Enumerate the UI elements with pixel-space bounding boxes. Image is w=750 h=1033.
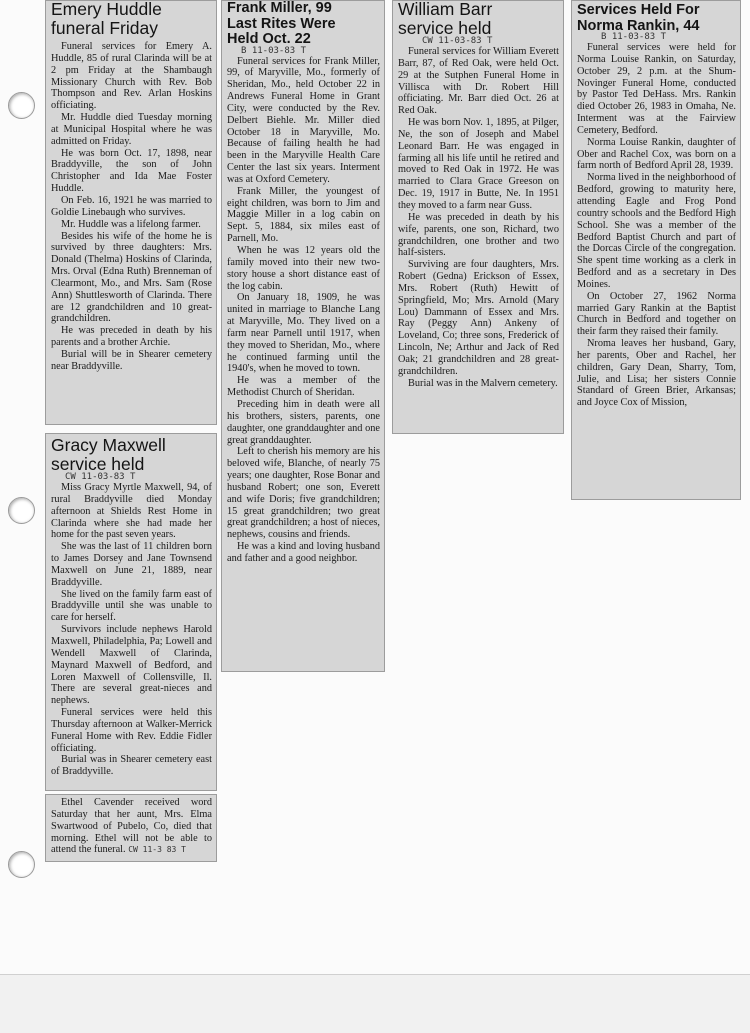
paragraph: He was born Oct. 17, 1898, near Braddyville, the son of John Christopher and Ida Mae Foster Huddle. [51,147,212,195]
paragraph: On January 18, 1909, he was united in marriage to Blanche Lang at Maryville, Mo. They lived on a farm near Parnell until 1917, when they moved to Sheridan, Mo., where he continued farming until the 1940's, when he moved to town. [227,292,380,375]
clipping-emery-huddle [45,0,217,425]
article-body [577,42,736,409]
article-body [51,41,212,373]
paragraph: She was the last of 11 children born to James Dorsey and Jane Townsend Maxwell on June 21, 1889, near Braddyville. [51,541,212,588]
article-body [51,482,212,778]
headline-line: Services Held For [577,2,700,18]
headline-line: William Barr [398,0,493,19]
handwritten-date: CW 11-3 83 T [128,845,186,855]
paragraph: Survivors include nephews Harold Maxwell, Philadelphia, Pa; Lowell and Wendell Maxwell of Clarinda, Maynard Maxwell of Bedford, and Loren Maxwell of Collensville, Il. There are several great-nieces and nephews. [51,624,212,707]
article-body [51,797,212,856]
paragraph: On October 27, 1962 Norma married Gary Rankin at the Baptist Church in Bedford and together on their farm they raised their family. [577,290,736,338]
paragraph: She lived on the family farm east of Braddyville until she was unable to care for herself. [51,588,212,624]
headline-line: service held [398,18,492,38]
paragraph [51,797,212,856]
headline-line: Held Oct. 22 [227,31,311,47]
headline-line: Emery Huddle [51,0,162,19]
paragraph: Miss Gracy Myrtle Maxwell, 94, of rural Braddyville died Monday afternoon at Shields Rest Home in Clarinda where she had made her home for the past seven years. [51,482,212,541]
headline-line: Gracy Maxwell [51,435,166,455]
paragraph: Mr. Huddle was a lifelong farmer. [61,218,201,230]
paragraph: He was born Nov. 1, 1895, at Pilger, Ne, the son of Joseph and Mabel Leonard Barr. He was engaged in farming all his life until he retired and moved to Red Oak in 1972. He was married to Clara Grace Greeson on Dec. 19, 1917 in Butte, Ne. In 1951 they moved to a farm near Guss. [398,117,559,211]
binder-hole-bottom [8,851,35,878]
headline [227,1,380,48]
paragraph: Besides his wife of the home he is survived by three daughters: Mrs. Donald (Thelma) Hoskins of Clarinda, Mrs. Orval (Edna Ruth) Brenneman of Clearmont, Mo., and Mrs. Sam (Rose Ann) Shuttlesworth of Clarinda. There are 12 grandchildren and 10 great-grandchildren. [51,230,212,325]
headline-line: Norma Rankin, 44 [577,17,700,34]
clipping-ethel-cavender [45,794,217,862]
article-body [227,56,380,565]
paragraph: Mr. Huddle died Tuesday morning at Municipal Hospital where he was admitted on Friday. [51,112,212,147]
handwritten-date: CW 11-03-83 T [422,36,493,46]
headline [51,0,212,38]
binder-hole-top [8,92,35,119]
headline [51,436,212,474]
headline-line: Last Rites Were [227,15,336,32]
clipping-norma-rankin [571,0,741,500]
handwritten-date: B 11-03-83 T [601,32,667,42]
binder-hole-middle [8,497,35,524]
paragraph: Left to cherish his memory are his beloved wife, Blanche, of nearly 75 years; one daughter, Rose Bonar and husband Robert; one son, Everett and wife Doris; five grandchildren; 15 great grandchildren; two great great grandchildren; a host of nieces, nephews, cousins and friends. [227,446,380,541]
clipping-gracy-maxwell [45,433,217,791]
paragraph: He was preceded in death by his wife, parents, one son, Richard, two grandchildren, one brother and two half-sisters. [398,211,559,259]
paragraph: Funeral services were held for Norma Louise Rankin, on Saturday, October 29, 2 p.m. at the Shum-Novinger Funeral Home, conducted by Pastor Ted DeHass. Mrs. Rankin died October 26, 1983 in Omaha, Ne. Interment was at the Fairview Cemetery, Bedford. [577,42,736,136]
paragraph: When he was 12 years old the family moved into their new two-story house a short distance east of the log cabin. [227,245,380,292]
paragraph: Funeral services for Emery A. Huddle, 85 of rural Clarinda will be at 2 pm Friday at the Shambaugh Missionary Church with Rev. Bob Thompson and Rev. Arlan Hoskins officiating. [51,41,212,112]
paragraph: Preceding him in death were all his brothers, sisters, parents, one daughter, one granddaughter and one great granddaughter. [227,398,380,446]
headline-line: service held [51,454,145,474]
paragraph: Funeral services for William Everett Barr, 87, of Red Oak, were held Oct. 29 at the Sutphen Funeral Home in Villisca with Dr. Robert Hill officiating. Mr. Barr died Oct. 26 at Red Oak. [398,46,559,117]
headline-line: funeral Friday [51,18,158,38]
paragraph: Norma lived in the neighborhood of Bedford, growing to maturity here, attending Eagle and Frog Pond country schools and the Bedford High School. She was a member of the Bedford Baptist Church and part of the Dorcas Circle of the congregation. She spent time working as a clerk in Bedford and as a secretary in Des Moines. [577,172,736,290]
paragraph: Funeral services were held this Thursday afternoon at Walker-Merrick Funeral Home with Rev. Eddie Fidler officiating. [51,707,212,754]
paragraph: Frank Miller, the youngest of eight children, was born to Jim and Maggie Miller in a log cabin on Sept. 5, 1884, six miles east of Parnell, Mo. [227,185,380,245]
scan-background [0,975,750,1033]
clipping-william-barr [392,0,564,434]
article-body [398,46,559,389]
headline [577,3,736,34]
paragraph: Nroma leaves her husband, Gary, her parents, Ober and Rachel, her children, Gary Dean, Sharry, Tom, Julie, and Lisa; her sisters Connie Standard of Green Brier, Arkansas; and Joyce Cox of Mission, [577,338,736,409]
headline-line: Frank Miller, 99 [227,0,332,16]
paragraph: Burial will be in Shearer cemetery near Braddyville. [51,348,212,372]
paragraph: He was a kind and loving husband and father and a good neighbor. [227,541,380,564]
paragraph: Burial was in Shearer cemetery east of Braddyville. [51,754,212,778]
paragraph: Surviving are four daughters, Mrs. Robert (Gedna) Erickson of Essex, Mrs. Robert (Ruth) Hewitt of Springfield, Mo; Mrs. Arnold (Mary Lou) Dammann of Essex and Mrs. Ray (Peggy Ann) Ankeny of Loveland, Co; three sons, Frederick of Lincoln, Ne; Arthur and Jack of Red Oak; 21 grandchildren and 28 great-grandchildren. [398,259,559,377]
paragraph: Funeral services for Frank Miller, 99, of Maryville, Mo., formerly of Sheridan, Mo., held October 22 in Andrews Funeral Home in Grant City, were conducted by the Rev. Delbert Biehle. Mr. Miller died October 18 in Maryville, Mo. Because of failing health he had been in the Maryville Health Care Center the last six years. Interment was at Oxford Cemetery. [227,55,380,185]
paragraph: Burial was in the Malvern cemetery. [408,377,558,389]
handwritten-date: B 11-03-83 T [241,45,307,56]
headline [398,0,559,38]
paragraph: Norma Louise Rankin, daughter of Ober and Rachel Cox, was born on a farm north of Bedford April 28, 1939. [577,136,736,172]
handwritten-date: CW 11-03-83 T [65,472,136,482]
clipping-frank-miller [221,0,385,672]
paragraph: He was a member of the Methodist Church of Sheridan. [227,375,380,399]
paragraph: He was preceded in death by his parents and a brother Archie. [51,325,212,349]
paragraph-text: Ethel Cavender received word Saturday that her aunt, Mrs. Elma Swartwood of Pubelo, Co, died that morning. Ethel will not be able to attend the funeral. [51,797,212,856]
paragraph: On Feb. 16, 1921 he was married to Goldie Linebaugh who survives. [51,194,212,218]
